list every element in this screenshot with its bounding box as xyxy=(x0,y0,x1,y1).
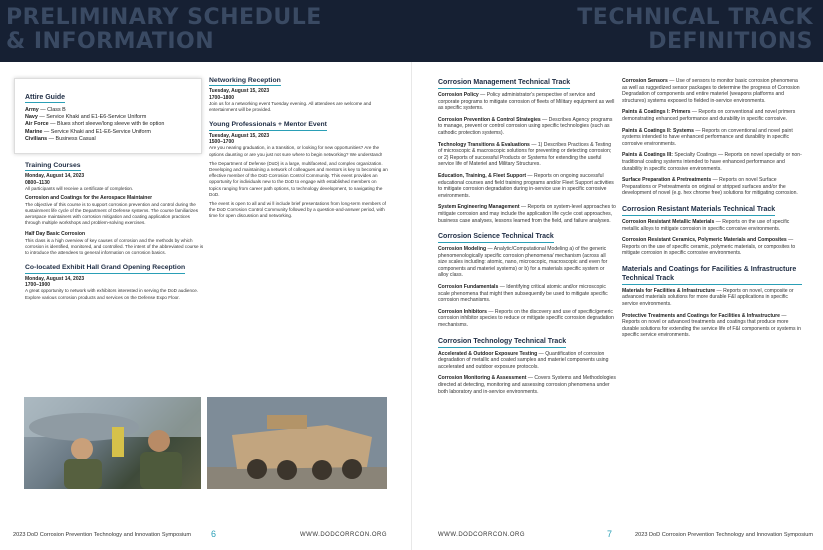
young-pros-date: Tuesday, August 15, 2023 xyxy=(209,132,270,139)
track-item xyxy=(622,152,802,172)
track-item-text: — Reports on ongoing successful educational courses and field training programs and/or Fleet Support activities to mitigate corrosion degradation during in-service use in specific corrosive environments. xyxy=(438,172,614,199)
aircraft-maintainers-photo xyxy=(24,397,201,489)
track-item-text: — Reports on system-level approaches to mitigate corrosion and may include the application life cycle cost approaches, business case analyses, lessons learned from the field, and failure analyses. xyxy=(438,204,616,224)
attire-line-text: — Blues short sleeve/long sleeve with tie option xyxy=(48,121,165,128)
track-item-title: Paints & Coatings I: Primers xyxy=(622,109,691,116)
right-title-line2: DEFINITIONS xyxy=(648,29,813,54)
exhibit-heading: Co-located Exhibit Hall Grand Opening Reception xyxy=(25,265,185,273)
track-heading: Materials and Coatings for Facilities & Infrastructure Technical Track xyxy=(622,265,802,285)
track-item-title: Corrosion Prevention & Control Strategies xyxy=(438,116,541,123)
right-title xyxy=(577,6,813,54)
track-heading: Corrosion Science Technical Track xyxy=(438,232,554,243)
track-item-text: — Analytic/Computational Modeling a) of the generic phenomenologically specific corrosion phenomena/ mechanism (across all size scales including: atomic, nano, microscopic, macroscopic and even for components and materiel systems) or b) for a materials specific system or alloy class. xyxy=(438,246,608,279)
networking-text: Join us for a networking event Tuesday evening. All attendees are welcome and entertainment will be provided. xyxy=(209,101,372,113)
tracks-column-2 xyxy=(622,78,802,344)
tracks-column-1 xyxy=(438,78,616,400)
track-item-title: Paints & Coatings II: Systems xyxy=(622,127,694,134)
attire-line xyxy=(25,114,191,121)
left-title-line2: & INFORMATION xyxy=(6,29,215,54)
track-item xyxy=(438,309,616,329)
track-item-text: — Reports on novel Surface Preparations or Pretreatments on original or stripped surfaces and/or the development of novel (e.g. hex chrome free) solutions for mitigating corrosion. xyxy=(622,177,798,197)
training-date: Monday, August 14, 2023 xyxy=(25,173,85,180)
young-pros-text1: Are you nearing graduation, in a transition, or looking for new opportunities? Are the options daunting or are you just not sure where to begin networking? We understand! xyxy=(209,145,383,157)
track-item-text: — Quantification of corrosion degradation of metallic and coated samples and materiel components using accelerated and outdoor exposure protocols. xyxy=(438,350,609,370)
track-item xyxy=(438,92,616,112)
track-item xyxy=(622,237,802,257)
attire-line-label: Civilians xyxy=(25,135,48,142)
track-item-text: — Reports on the use of specific metallic alloys to mitigate corrosion in specific corrosive environments. xyxy=(622,218,790,232)
track-item xyxy=(622,313,802,339)
track-item xyxy=(438,246,616,279)
photo2-art xyxy=(207,397,387,489)
attire-heading: Attire Guide xyxy=(25,94,66,101)
track-item-text: — Policy administrator's perspective of service and corporate programs to mitigate corrosion of fleets of Military equipment as well as specific systems. xyxy=(438,92,615,112)
track-item-title: Corrosion Fundamentals xyxy=(438,284,499,291)
young-pros-heading: Young Professionals + Mentor Event xyxy=(209,122,327,130)
left-page xyxy=(0,62,411,550)
track-heading: Corrosion Resistant Materials Technical Track xyxy=(622,205,775,216)
track-item xyxy=(622,78,802,104)
course1-title: Corrosion and Coatings for the Aerospace Maintainer xyxy=(25,195,153,202)
track-item-text: — Reports on novel, composite or advanced materials solutions for more durable F&I applications in specific service environments. xyxy=(622,287,794,308)
track-item xyxy=(622,128,802,148)
track-item-title: Accelerated & Outdoor Exposure Testing xyxy=(438,350,538,357)
course2-title: Half Day Basic Corrosion xyxy=(25,231,86,238)
track-item-title: Paints & Coatings III: xyxy=(622,152,673,159)
armored-vehicle-photo xyxy=(207,397,387,489)
attire-line-label: Army xyxy=(25,107,39,113)
attire-line-text: — Business Casual xyxy=(47,135,96,142)
track-item-title: Protective Treatments and Coatings for Facilities & Infrastructure xyxy=(622,312,780,319)
exhibit-date: Monday, August 14, 2023 xyxy=(25,275,85,282)
track-item xyxy=(622,109,802,122)
track-item-text: — Describes Agency programs to manage, prevent or control corrosion using specific technologies (such as cathodic protection systems). xyxy=(438,116,613,136)
right-page xyxy=(411,62,823,550)
footer-right-url[interactable]: WWW.DODCORRCON.ORG xyxy=(438,532,525,538)
track-item-text: — 1) Describes Practices & Testing of microscopic & macroscopic solutions for preventing or detecting corrosion; or 2) Reports of successful Products or Systems for extending the useful service life of Materiel and Military Structures. xyxy=(438,141,612,168)
track-item-text: — Reports on conventional and novel paint systems intended to have enhanced performance and durability in specific corrosive environments. xyxy=(622,127,793,147)
attire-line-text: — Service Khaki and E1-E6-Service Uniform xyxy=(42,128,151,135)
track-item xyxy=(438,142,616,168)
attire-line xyxy=(25,107,191,114)
exhibit-text: A great opportunity to network with exhibitors interested in serving the DoD audience. Explore various corrosion products and services on the Defense Expo Floor. xyxy=(25,288,199,300)
footer-right-event: 2023 DoD Corrosion Prevention Technology and Innovation Symposium xyxy=(635,532,814,538)
track-item-title: Corrosion Policy xyxy=(438,92,479,98)
young-pros-text3: The event is open to all and wi ll include brief presentations from long-term members of the DoD Corrosion Control Community followed by a question-and-answer period, with time for open discussion and networking. xyxy=(209,201,386,219)
young-pros-text2: The Department of Defense (DoD) is a large, multifaceted, and complex organization. Developing and maintaining a network of colleagues and mentors is key to becoming an effective member of the DoD Corrosion Control Community. This event provides an opportunity for individuals new to the DoD to engage with established members on topics ranging from career path options, to technology development, to navigating the DoD. xyxy=(209,160,388,197)
track-item-title: System Engineering Management xyxy=(438,204,520,211)
footer-left-event: 2023 DoD Corrosion Prevention Technology and Innovation Symposium xyxy=(13,532,192,538)
track-item xyxy=(622,288,802,308)
track-item-title: Corrosion Inhibitors xyxy=(438,308,487,315)
track-item xyxy=(438,173,616,199)
course2-text: This class is a high overview of key causes of corrosion and the methods by which corrosion is identified, monitored, and controlled. The intent of the abbreviated course is to introduce the attendees to general information on corrosion basics. xyxy=(25,237,204,256)
track-item-text: — Covers Systems and Methodologies directed at detecting, monitoring and assessing corrosion phenomena under both laboratory and in-service environments. xyxy=(438,375,616,395)
header-banner xyxy=(0,0,823,62)
track-item-title: Surface Preparation & Pretreatments xyxy=(622,177,712,184)
young-pros-time: 1500–1700 xyxy=(209,139,235,146)
track-item-title: Corrosion Monitoring & Assessment xyxy=(438,375,527,382)
track-item-title: Corrosion Resistant Metallic Materials xyxy=(622,218,715,225)
track-item-text: — Identifying critical atomic and/or microscopic scale phenomena that might then subsequently be used to mitigate specific corrosion mechanisms. xyxy=(438,284,608,304)
footer-left-url[interactable]: WWW.DODCORRCON.ORG xyxy=(300,532,387,538)
training-heading: Training Courses xyxy=(25,163,81,171)
track-item xyxy=(438,204,616,224)
attire-line xyxy=(25,136,191,143)
track-item-text: Specialty Coatings — Reports on novel specialty or non-traditional coating systems intended to have enhanced performance and durability in specific corrosive environments. xyxy=(622,152,802,172)
page-number-right: 7 xyxy=(607,529,613,539)
track-heading: Corrosion Technology Technical Track xyxy=(438,337,566,348)
photo1-art xyxy=(24,397,201,489)
track-item-text: — Reports on the use of specific ceramic, polymeric materials, or composites to mitigate corrosion in specific corrosive environments. xyxy=(622,237,796,257)
track-item xyxy=(438,284,616,304)
attire-guide-box xyxy=(14,78,202,154)
attire-line xyxy=(25,129,191,136)
course1-text: The objective of this course is to support corrosion prevention and control during the sustainment life cycle of the Department of Defense systems. The course familiarizes aerospace maintainers with corrosion mitigation and coating application practices through multiple workshops and problem-solving exercises. xyxy=(25,201,199,226)
track-item-title: Corrosion Modeling xyxy=(438,246,487,253)
track-item-text: — Use of sensors to monitor basic corrosion phenomena as well as ruggedized sensor packages to determine the progress of Corrosion Degradation of components and entire materiel (weapons platforms and structures) systems exposed to fielded in-service environments. xyxy=(622,78,800,104)
attire-line-label: Air Force xyxy=(25,121,49,128)
track-item xyxy=(622,219,802,232)
track-item xyxy=(438,117,616,137)
training-note: All participants will receive a certificate of completion. xyxy=(25,186,134,192)
networking-heading: Networking Reception xyxy=(209,78,281,86)
attire-line-text: — Class B xyxy=(38,107,66,113)
networking-date: Tuesday, August 15, 2023 xyxy=(209,88,270,95)
track-item xyxy=(438,351,616,371)
training-time: 0800–1130 xyxy=(25,179,50,186)
networking-section xyxy=(209,78,389,223)
attire-line-label: Marine xyxy=(25,128,43,135)
networking-time: 1700–1800 xyxy=(209,94,235,101)
page-number-left: 6 xyxy=(211,529,217,539)
track-heading: Corrosion Management Technical Track xyxy=(438,78,570,89)
track-item-title: Technology Transitions & Evaluations xyxy=(438,141,530,148)
attire-line-label: Navy xyxy=(25,114,38,121)
track-item-title: Corrosion Sensors xyxy=(622,78,668,84)
track-item-text: — Reports on novel or advanced treatments and coatings that produce more durable solutions for extending the service life of F&I components or systems in specific service environments. xyxy=(622,312,801,339)
left-title-line1: PRELIMINARY SCHEDULE xyxy=(6,5,322,30)
track-item xyxy=(622,177,802,197)
left-title xyxy=(6,6,322,54)
track-item-title: Materials for Facilities & Infrastructure xyxy=(622,287,716,294)
track-item-text: — Reports on the discovery and use of specific/generic corrosion inhibitor species to reduce or mitigate specific corrosion degradation mechanisms. xyxy=(438,308,614,329)
exhibit-time: 1700–1900 xyxy=(25,282,51,289)
attire-line xyxy=(25,121,191,128)
track-item-title: Education, Training, & Fleet Support xyxy=(438,172,527,179)
training-section xyxy=(25,163,205,304)
attire-line-text: — Service Khaki and E1-E6-Service Uniform xyxy=(37,114,147,121)
attire-lines xyxy=(25,107,191,143)
track-item-text: — Reports on conventional and novel primers demonstrating enhanced performance and durability in specific corrosive. xyxy=(622,109,796,122)
track-item xyxy=(438,375,616,395)
track-item-title: Corrosion Resistant Ceramics, Polymeric Materials and Composites xyxy=(622,237,787,244)
right-title-line1: TECHNICAL TRACK xyxy=(577,5,813,30)
